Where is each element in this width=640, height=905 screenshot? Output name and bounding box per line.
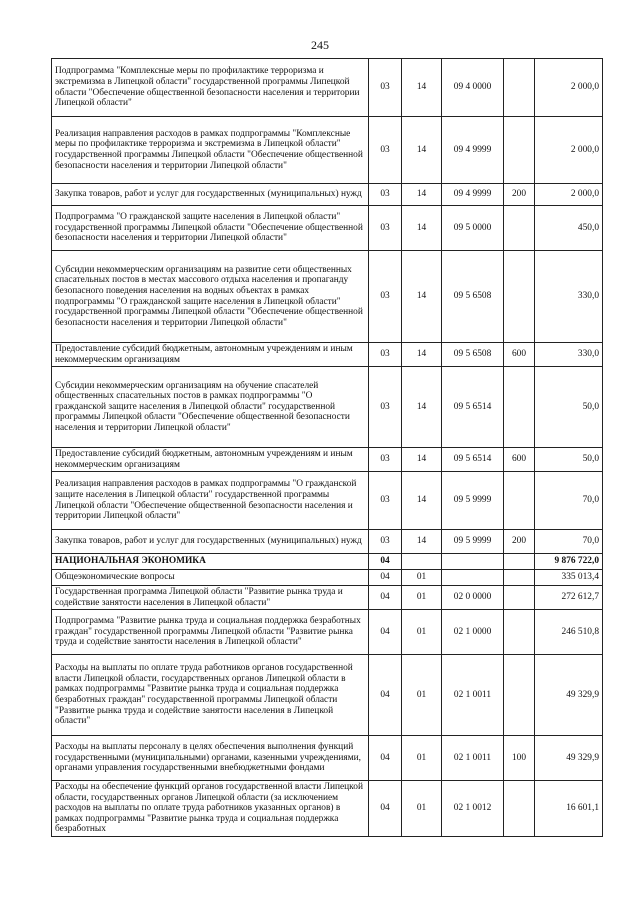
table-row	[52, 367, 603, 448]
row-expense-type	[504, 367, 535, 448]
row-amount: 2 000,0	[535, 117, 603, 184]
table-row	[52, 781, 603, 837]
row-name: Подпрограмма "О гражданской защите населения в Липецкой области" государственной программы Липецкой области "Обеспечение общественной безопасности населения и территории Липецкой области"	[52, 206, 369, 251]
row-target-article: 09 4 0000	[442, 59, 504, 117]
row-razdel: 04	[369, 586, 402, 610]
row-target-article: 09 4 9999	[442, 184, 504, 206]
row-expense-type	[504, 655, 535, 736]
row-amount: 49 329,9	[535, 736, 603, 781]
row-razdel: 04	[369, 570, 402, 586]
row-name: Подпрограмма "Комплексные меры по профилактике терроризма и экстремизма в Липецкой области" государственной программы Липецкой области "Обеспечение общественной безопасности населения и территории Липецкой области"	[52, 59, 369, 117]
row-razdel: 04	[369, 610, 402, 655]
row-razdel: 03	[369, 472, 402, 530]
row-amount: 335 013,4	[535, 570, 603, 586]
row-name: Субсидии некоммерческим организациям на обучение спасателей общественных спасательных постов в рамках подпрограммы "О гражданской защите населения в Липецкой области" государственной программы Липецкой области "Обеспечение общественной безопасности населения и территории Липецкой области"	[52, 367, 369, 448]
table-row	[52, 530, 603, 554]
row-razdel: 03	[369, 206, 402, 251]
table-row	[52, 586, 603, 610]
row-razdel: 04	[369, 554, 402, 570]
row-expense-type	[504, 59, 535, 117]
row-razdel: 03	[369, 448, 402, 472]
row-name: Реализация направления расходов в рамках подпрограммы "Комплексные меры по профилактике терроризма и экстремизма в Липецкой области" государственной программы Липецкой области "Обеспечение общественной безопасности населения и территории Липецкой области"	[52, 117, 369, 184]
row-name: Общеэкономические вопросы	[52, 570, 369, 586]
table-row	[52, 610, 603, 655]
row-expense-type	[504, 781, 535, 837]
row-amount: 49 329,9	[535, 655, 603, 736]
row-podrazdel: 01	[402, 610, 442, 655]
row-razdel: 04	[369, 781, 402, 837]
row-podrazdel: 14	[402, 117, 442, 184]
row-amount: 70,0	[535, 472, 603, 530]
row-razdel: 03	[369, 367, 402, 448]
row-expense-type	[504, 554, 535, 570]
row-name: Предоставление субсидий бюджетным, автономным учреждениям и иным некоммерческим организациям	[52, 343, 369, 367]
row-amount: 330,0	[535, 251, 603, 343]
table-row	[52, 206, 603, 251]
row-amount: 70,0	[535, 530, 603, 554]
row-podrazdel: 01	[402, 586, 442, 610]
table-row	[52, 736, 603, 781]
row-target-article: 02 1 0000	[442, 610, 504, 655]
row-razdel: 04	[369, 736, 402, 781]
row-razdel: 03	[369, 251, 402, 343]
row-expense-type	[504, 586, 535, 610]
row-podrazdel: 01	[402, 781, 442, 837]
table-row	[52, 251, 603, 343]
row-name: Предоставление субсидий бюджетным, автономным учреждениям и иным некоммерческим организациям	[52, 448, 369, 472]
row-razdel: 03	[369, 530, 402, 554]
row-name: НАЦИОНАЛЬНАЯ ЭКОНОМИКА	[52, 554, 369, 570]
row-name: Субсидии некоммерческим организациям на развитие сети общественных спасательных постов в местах массового отдыха населения и пропаганду безопасного поведения населения на водных объектах в рамках подпрограммы "О гражданской защите населения в Липецкой области" государственной программы Липецкой области "Обеспечение общественной безопасности населения и территории Липецкой области"	[52, 251, 369, 343]
row-amount: 50,0	[535, 448, 603, 472]
table-row	[52, 570, 603, 586]
row-amount: 330,0	[535, 343, 603, 367]
row-name: Реализация направления расходов в рамках подпрограммы "О гражданской защите населения в Липецкой области" государственной программы Липецкой области "Обеспечение общественной безопасности населения и территории Липецкой области"	[52, 472, 369, 530]
row-razdel: 03	[369, 117, 402, 184]
row-expense-type: 200	[504, 184, 535, 206]
row-amount: 2 000,0	[535, 184, 603, 206]
row-podrazdel: 14	[402, 184, 442, 206]
row-target-article: 02 1 0012	[442, 781, 504, 837]
row-podrazdel: 14	[402, 251, 442, 343]
row-target-article	[442, 570, 504, 586]
row-target-article: 09 4 9999	[442, 117, 504, 184]
row-target-article: 09 5 6514	[442, 367, 504, 448]
row-target-article: 09 5 6508	[442, 251, 504, 343]
row-name: Расходы на обеспечение функций органов государственной власти Липецкой области, государственных органов Липецкой области (за исключением расходов на выплаты по оплате труда работников указанных органов) в рамках подпрограммы "Развитие рынка труда и социальная поддержка безработных	[52, 781, 369, 837]
row-podrazdel: 14	[402, 530, 442, 554]
row-expense-type	[504, 570, 535, 586]
row-name: Государственная программа Липецкой области "Развитие рынка труда и содействие занятости населения в Липецкой области"	[52, 586, 369, 610]
row-podrazdel: 14	[402, 343, 442, 367]
row-expense-type: 600	[504, 343, 535, 367]
row-expense-type: 100	[504, 736, 535, 781]
row-name: Закупка товаров, работ и услуг для государственных (муниципальных) нужд	[52, 184, 369, 206]
table-row	[52, 472, 603, 530]
row-podrazdel: 01	[402, 570, 442, 586]
row-expense-type	[504, 472, 535, 530]
row-target-article: 09 5 9999	[442, 530, 504, 554]
row-razdel: 03	[369, 59, 402, 117]
row-podrazdel: 14	[402, 367, 442, 448]
row-podrazdel: 01	[402, 736, 442, 781]
row-razdel: 03	[369, 343, 402, 367]
row-target-article: 02 0 0000	[442, 586, 504, 610]
row-amount: 2 000,0	[535, 59, 603, 117]
row-expense-type	[504, 610, 535, 655]
row-podrazdel: 14	[402, 206, 442, 251]
page-number: 245	[311, 38, 329, 52]
table-row	[52, 448, 603, 472]
row-target-article: 09 5 9999	[442, 472, 504, 530]
row-amount: 16 601,1	[535, 781, 603, 837]
row-podrazdel: 14	[402, 448, 442, 472]
row-podrazdel	[402, 554, 442, 570]
row-target-article: 09 5 6514	[442, 448, 504, 472]
row-target-article: 09 5 0000	[442, 206, 504, 251]
row-amount: 9 876 722,0	[535, 554, 603, 570]
row-expense-type	[504, 206, 535, 251]
row-target-article: 02 1 0011	[442, 655, 504, 736]
row-amount: 246 510,8	[535, 610, 603, 655]
row-expense-type: 200	[504, 530, 535, 554]
row-target-article: 09 5 6508	[442, 343, 504, 367]
row-expense-type: 600	[504, 448, 535, 472]
row-expense-type	[504, 117, 535, 184]
row-podrazdel: 14	[402, 472, 442, 530]
row-name: Подпрограмма "Развитие рынка труда и социальная поддержка безработных граждан" государственной программы Липецкой области "Развитие рынка труда и содействие занятости населения в Липецкой области"	[52, 610, 369, 655]
row-podrazdel: 14	[402, 59, 442, 117]
row-amount: 272 612,7	[535, 586, 603, 610]
row-target-article: 02 1 0011	[442, 736, 504, 781]
table-row	[52, 343, 603, 367]
row-expense-type	[504, 251, 535, 343]
table-row	[52, 554, 603, 570]
row-name: Закупка товаров, работ и услуг для государственных (муниципальных) нужд	[52, 530, 369, 554]
row-razdel: 04	[369, 655, 402, 736]
row-name: Расходы на выплаты персоналу в целях обеспечения выполнения функций государственными (муниципальными) органами, казенными учреждениями, органами управления государственными внебюджетными фондами	[52, 736, 369, 781]
table-row	[52, 655, 603, 736]
row-target-article	[442, 554, 504, 570]
row-podrazdel: 01	[402, 655, 442, 736]
table-row	[52, 59, 603, 117]
row-razdel: 03	[369, 184, 402, 206]
row-name: Расходы на выплаты по оплате труда работников органов государственной власти Липецкой области, государственных органов Липецкой области в рамках подпрограммы "Развитие рынка труда и социальная поддержка безработных граждан" государственной программы Липецкой области "Развитие рынка труда и содействие занятости населения в Липецкой области"	[52, 655, 369, 736]
row-amount: 450,0	[535, 206, 603, 251]
table-row	[52, 184, 603, 206]
table-row	[52, 117, 603, 184]
budget-table	[51, 58, 603, 837]
row-amount: 50,0	[535, 367, 603, 448]
